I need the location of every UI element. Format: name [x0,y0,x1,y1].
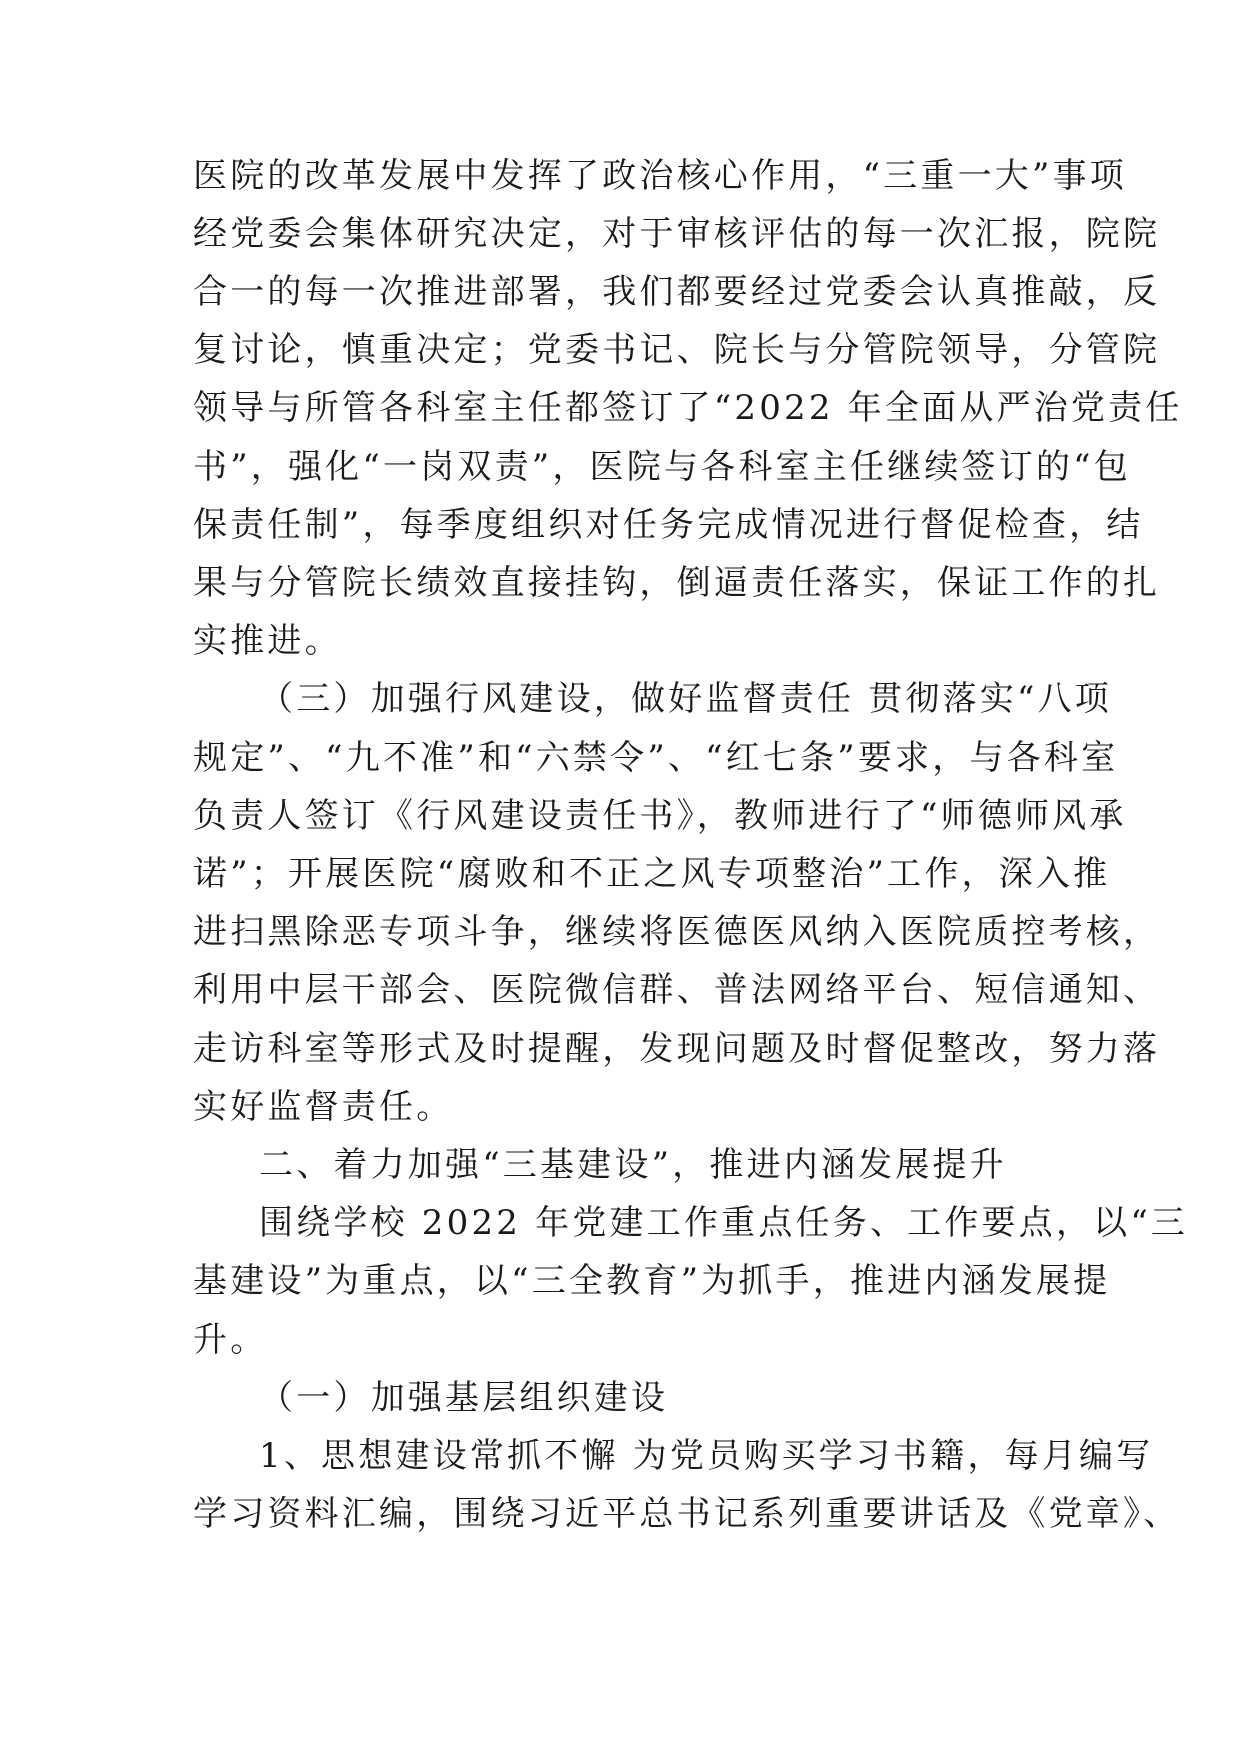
paragraph-line: 实推进。 [193,621,342,661]
paragraph-line: 走访科室等形式及时提醒，发现问题及时督促整改，努力落 [193,1029,1161,1069]
paragraph-line: 复讨论，慎重决定；党委书记、院长与分管院领导，分管院 [193,330,1161,370]
paragraph-line: 诺”；开展医院“腐败和不正之风专项整治”工作，深入推 [193,854,1111,894]
paragraph-line: 保责任制”，每季度组织对任务完成情况进行督促检查，结 [193,505,1144,545]
paragraph-line: 合一的每一次推进部署，我们都要经过党委会认真推敲，反 [193,272,1161,312]
paragraph-line: 基建设”为重点，以“三全教育”为抓手，推进内涵发展提 [193,1261,1111,1301]
paragraph-line: 规定”、“九不准”和“六禁令”、“红七条”要求，与各科室 [193,738,1119,778]
paragraph-line: 升。 [193,1320,268,1360]
paragraph-line: 书”，强化“一岗双责”，医院与各科室主任继续签订的“包 [193,447,1131,487]
paragraph-line: 进扫黑除恶专项斗争，继续将医德医风纳入医院质控考核， [193,912,1161,952]
paragraph-line: 1、思想建设常抓不懈 为党员购买学习书籍，每月编写 [259,1436,1154,1476]
paragraph-line: 围绕学校 2022 年党建工作重点任务、工作要点，以“三 [259,1203,1189,1243]
section-heading-line: （三）加强行风建设，做好监督责任 贯彻落实“八项 [259,679,1112,719]
paragraph-line: 负责人签订《行风建设责任书》，教师进行了“师德师风承 [193,796,1127,836]
paragraph-line: 利用中层干部会、医院微信群、普法网络平台、短信通知、 [193,970,1161,1010]
paragraph-line: 学习资料汇编，围绕习近平总书记系列重要讲话及《党章》、 [193,1494,1181,1534]
paragraph-line: 实好监督责任。 [193,1087,454,1127]
chapter-heading-line: 二、着力加强“三基建设”，推进内涵发展提升 [259,1145,1007,1185]
paragraph-line: 经党委会集体研究决定，对于审核评估的每一次汇报，院院 [193,214,1161,254]
subsection-heading-line: （一）加强基层组织建设 [259,1378,669,1418]
paragraph-line: 领导与所管各科室主任都签订了“2022 年全面从严治党责任 [193,388,1183,428]
paragraph-line: 医院的改革发展中发挥了政治核心作用，“三重一大”事项 [193,156,1127,196]
paragraph-line: 果与分管院长绩效直接挂钩，倒逼责任落实，保证工作的扎 [193,563,1161,603]
